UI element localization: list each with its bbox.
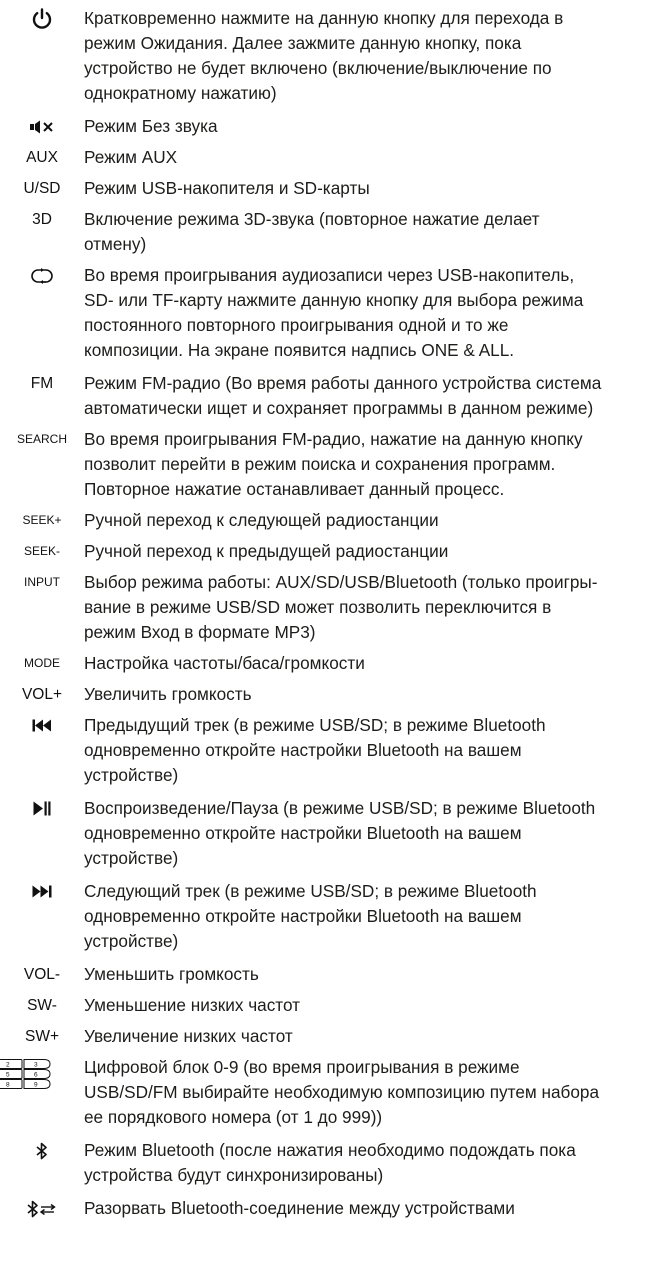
keypad-key: 2	[6, 1061, 10, 1069]
keypad-key: 3	[34, 1061, 38, 1069]
keypad-key: 5	[6, 1071, 10, 1079]
list-item	[0, 114, 664, 139]
item-description: Разорвать Bluetooth-соединение между устройствами	[84, 1198, 515, 1218]
list-item	[0, 508, 664, 533]
list-item	[0, 145, 664, 170]
item-description: Режим USB-накопителя и SD-карты	[84, 178, 370, 198]
item-description: Следующий трек (в режиме USB/SD; в режиме Bluetooth одновременно откройте настройки Bluetooth на вашем устройстве)	[84, 881, 537, 951]
bluetooth-icon	[0, 1138, 84, 1160]
item-description: Увеличить громкость	[84, 684, 252, 704]
list-item	[0, 263, 664, 363]
button-label: 3D	[32, 211, 52, 228]
list-item	[0, 427, 664, 502]
button-label: SEEK-	[23, 544, 60, 558]
keypad-key: 6	[34, 1071, 38, 1079]
item-description: Режим Bluetooth (после нажатия необходимо подождать пока устройства будут синхронизированы)	[84, 1140, 576, 1185]
button-label: SW-	[27, 997, 57, 1014]
list-item	[0, 371, 664, 421]
button-label: SEEK+	[22, 513, 62, 527]
button-label: MODE	[24, 656, 60, 670]
list-item	[0, 1055, 664, 1130]
keypad-key: 9	[34, 1081, 38, 1089]
mute-icon	[0, 114, 84, 134]
button-label: VOL-	[23, 966, 61, 983]
item-description: Предыдущий трек (в режиме USB/SD; в режиме Bluetooth одновременно откройте настройки Bluetooth на вашем устройстве)	[84, 715, 546, 785]
list-item	[0, 993, 664, 1018]
button-label: VOL+	[21, 686, 63, 703]
item-description: Во время проигрывания FM-радио, нажатие на данную кнопку позволит перейти в режим поиска и сохранения программ. Повторное нажатие останавливает данный процесс.	[84, 429, 583, 499]
item-description: Кратковременно нажмите на данную кнопку для перехода в режим Ожидания. Далее зажмите данную кнопку, пока устройство не будет включено (включение/выключение по однократному нажатию)	[84, 8, 564, 103]
list-item	[0, 682, 664, 707]
item-description: Настройка частоты/баса/громкости	[84, 653, 365, 673]
play-pause-icon	[0, 796, 84, 816]
item-description: Цифровой блок 0-9 (во время проигрывания в режиме USB/SD/FM выбирайте необходимую композицию путем набора ее порядкового номера (от 1 до 999))	[84, 1057, 600, 1127]
list-item	[0, 176, 664, 201]
button-label: FM	[30, 375, 54, 392]
item-description: Во время проигрывания аудиозаписи через USB-накопитель, SD- или TF-карту нажмите данную кнопку для выбора режима постоянного повторного проигрывания одной и то же композиции. На экране появится надпись ONE & ALL.	[84, 265, 584, 360]
list-item	[0, 713, 664, 788]
list-item	[0, 879, 664, 954]
item-description: Уменьшить громкость	[84, 964, 259, 984]
next-track-icon	[0, 879, 84, 898]
number-keypad-icon	[0, 1055, 84, 1089]
list-item	[0, 1196, 664, 1221]
item-description: Уменьшение низких частот	[84, 995, 301, 1015]
button-label: SW+	[24, 1028, 60, 1045]
list-item	[0, 651, 664, 676]
repeat-icon	[0, 263, 84, 284]
keypad-key: 8	[6, 1081, 10, 1089]
list-item	[0, 796, 664, 871]
bluetooth-disconnect-icon	[0, 1196, 84, 1218]
list-item	[0, 539, 664, 564]
list-item	[0, 1024, 664, 1049]
list-item	[0, 207, 664, 257]
list-item	[0, 962, 664, 987]
list-item	[0, 1138, 664, 1188]
item-description: Ручной переход к предыдущей радиостанции	[84, 541, 449, 561]
button-label: INPUT	[24, 575, 60, 589]
item-description: Включение режима 3D-звука (повторное нажатие делает отмену)	[84, 209, 540, 254]
item-description: Увеличение низких частот	[84, 1026, 293, 1046]
list-item	[0, 570, 664, 645]
item-description: Режим Без звука	[84, 116, 218, 136]
item-description: Выбор режима работы: AUX/SD/USB/Bluetooth (только проигры- вание в режиме USB/SD может позволить переключится в режим Вход в формате MP3)	[84, 572, 598, 642]
item-description: Воспроизведение/Пауза (в режиме USB/SD; в режиме Bluetooth одновременно откройте настройки Bluetooth на вашем устройстве)	[84, 798, 596, 868]
button-label: U/SD	[23, 180, 61, 197]
power-icon	[0, 6, 84, 30]
item-description: Режим AUX	[84, 147, 178, 167]
previous-track-icon	[0, 713, 84, 732]
item-description: Режим FM-радио (Во время работы данного устройства система автоматически ищет и сохраняет программы в данном режиме)	[84, 373, 602, 418]
list-item	[0, 6, 664, 106]
button-label: SEARCH	[16, 432, 67, 446]
button-label: AUX	[26, 149, 58, 166]
item-description: Ручной переход к следующей радиостанции	[84, 510, 439, 530]
